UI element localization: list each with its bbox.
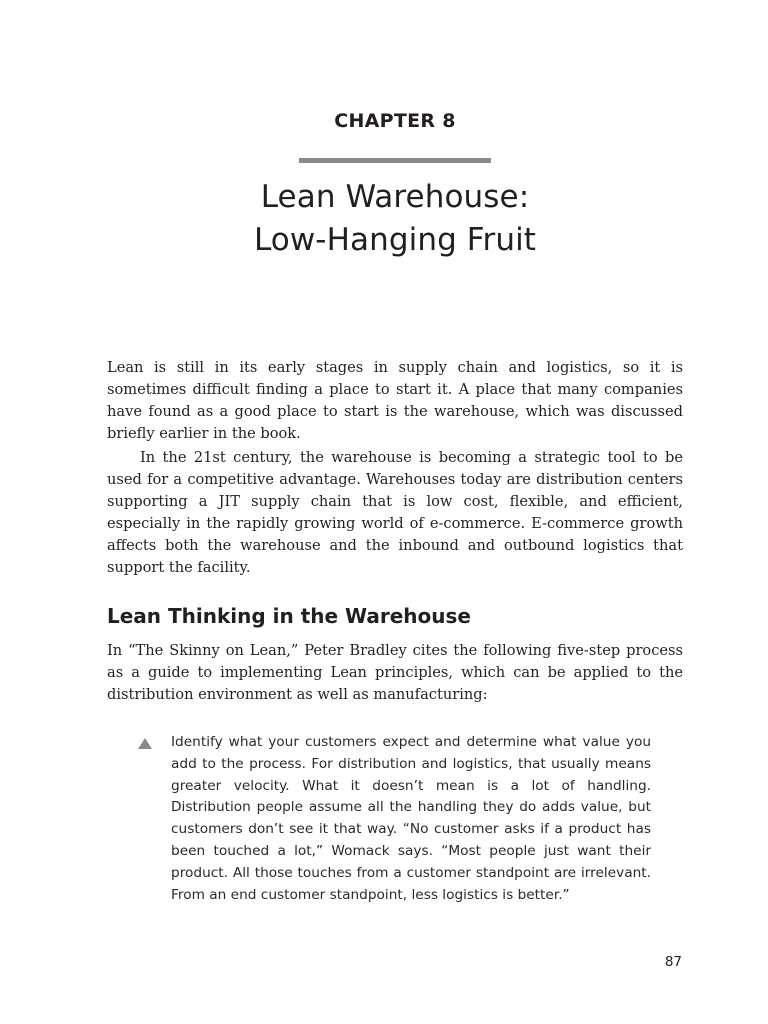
chapter-label: CHAPTER 8 — [334, 110, 456, 132]
paragraph-1: Lean is still in its early stages in supply chain and logistics, so it is sometimes difficult finding a place to start it. A place that many companies have found as a good place to start is the warehouse, which was discussed briefly earlier in the book. — [107, 359, 683, 442]
chapter-title-line-2: Low-Hanging Fruit — [253, 222, 537, 258]
bullet-item — [138, 732, 651, 906]
section-heading: Lean Thinking in the Warehouse — [107, 604, 471, 628]
section-intro-paragraph: In “The Skinny on Lean,” Peter Bradley cites the following five-step process as a guide to implementing Lean principles, which can be applied to the distribution environment as well as manufacturing: — [107, 642, 683, 703]
chapter-divider — [299, 158, 491, 163]
chapter-title — [0, 176, 768, 262]
triangle-icon — [138, 738, 152, 749]
paragraph-2: In the 21st century, the warehouse is becoming a strategic tool to be used for a competitive advantage. Warehouses today are distribution centers supporting a JIT supply chain that is low cost, flexible, and efficient, especially in the rapidly growing world of e-commerce. E-commerce growth affects both the warehouse and the inbound and outbound logistics that support the facility. — [107, 449, 683, 576]
bullet-item-text: Identify what your customers expect and determine what value you add to the process. For distribution and logistics, that usually means greater velocity. What it doesn’t mean is a lot of handling. Distribution people assume all the handling they do adds value, but customers don’t see it that way. “No customer asks if a product has been touched a lot,” Womack says. “Most people just want their product. All those touches from a customer standpoint are irrelevant. From an end customer standpoint, less logistics is better.” — [171, 734, 651, 903]
bullet-list — [138, 732, 651, 906]
chapter-title-line-1: Lean Warehouse: — [260, 179, 530, 215]
page-number: 87 — [664, 954, 682, 970]
